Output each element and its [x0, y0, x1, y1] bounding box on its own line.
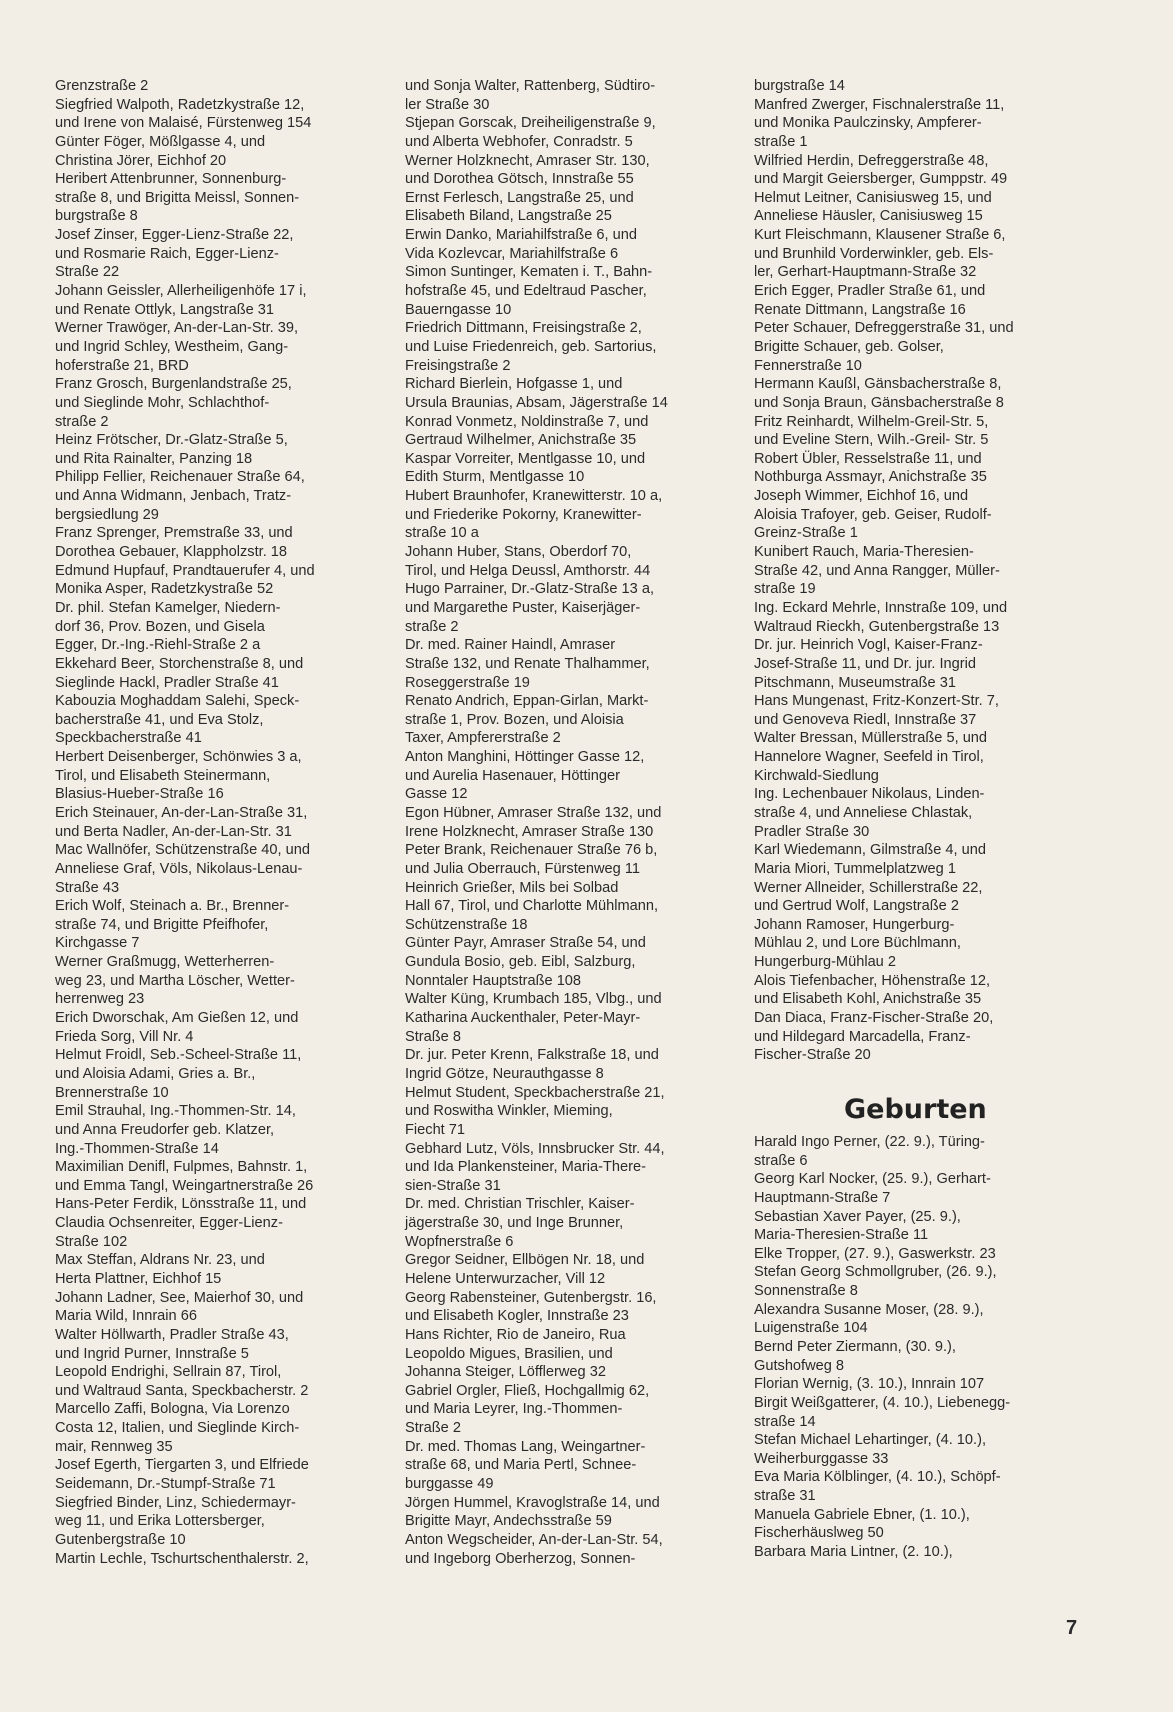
- text-line: straße 74, und Brigitte Pfeifhofer,: [55, 916, 269, 933]
- section-heading-geburten: Geburten: [844, 1093, 987, 1125]
- text-line: und Elisabeth Kohl, Anichstraße 35: [754, 991, 982, 1008]
- text-line: Anneliese Häusler, Canisiusweg 15: [754, 208, 983, 225]
- text-line: Robert Übler, Resselstraße 11, und: [754, 450, 982, 467]
- text-line: Egon Hübner, Amraser Straße 132, und: [405, 804, 662, 821]
- text-line: Johann Geissler, Allerheiligenhöfe 17 i,: [55, 283, 307, 300]
- text-line: und Sieglinde Mohr, Schlachthof-: [55, 394, 270, 411]
- text-line: Johann Huber, Stans, Oberdorf 70,: [405, 544, 632, 561]
- text-line: Johanna Steiger, Löfflerweg 32: [405, 1364, 606, 1381]
- text-line: Leopoldo Migues, Brasilien, und: [405, 1345, 613, 1362]
- text-line: Straße 22: [55, 264, 120, 281]
- text-line: Maria Miori, Tummelplatzweg 1: [754, 860, 956, 877]
- text-line: Werner Graßmugg, Wetterherren-: [55, 954, 275, 971]
- text-line: Johann Ramoser, Hungerburg-: [754, 916, 955, 933]
- text-line: Pradler Straße 30: [754, 823, 870, 840]
- text-line: Renate Dittmann, Langstraße 16: [754, 301, 966, 318]
- text-line: Ernst Ferlesch, Langstraße 25, und: [405, 189, 634, 206]
- text-line: Elisabeth Biland, Langstraße 25: [405, 208, 612, 225]
- text-line: Taxer, Ampfererstraße 2: [405, 730, 561, 747]
- text-line: hofstraße 45, und Edeltraud Pascher,: [405, 283, 647, 300]
- text-line: Mühlau 2, und Lore Büchlmann,: [754, 935, 961, 952]
- text-line: Nothburga Assmayr, Anichstraße 35: [754, 469, 987, 486]
- column-1: [55, 77, 315, 1568]
- text-line: Hannelore Wagner, Seefeld in Tirol,: [754, 749, 984, 766]
- text-line: Hans-Peter Ferdik, Lönsstraße 11, und: [55, 1196, 307, 1213]
- text-line: bergsiedlung 29: [55, 506, 159, 523]
- text-line: Straße 8: [405, 1028, 461, 1045]
- text-line: Nonntaler Hauptstraße 108: [405, 972, 582, 989]
- text-line: Freisingstraße 2: [405, 357, 511, 374]
- text-line: Hugo Parrainer, Dr.-Glatz-Straße 13 a,: [405, 581, 655, 598]
- text-line: Fischer-Straße 20: [754, 1047, 871, 1064]
- text-line: Gregor Seidner, Ellbögen Nr. 18, und: [405, 1252, 645, 1269]
- text-line: Dr. jur. Peter Krenn, Falkstraße 18, und: [405, 1047, 659, 1064]
- text-line: Georg Rabensteiner, Gutenbergstr. 16,: [405, 1289, 657, 1306]
- text-line: Erich Dworschak, Am Gießen 12, und: [55, 1010, 299, 1027]
- text-line: Helene Unterwurzacher, Vill 12: [405, 1271, 606, 1287]
- text-line: herrenweg 23: [55, 991, 145, 1008]
- text-line: und Anna Freudorfer geb. Klatzer,: [55, 1121, 275, 1138]
- text-line: Bernd Peter Ziermann, (30. 9.),: [754, 1339, 956, 1355]
- text-line: Friedrich Dittmann, Freisingstraße 2,: [405, 320, 642, 337]
- text-line: Wopfnerstraße 6: [405, 1233, 514, 1250]
- text-line: Edith Sturm, Mentlgasse 10: [405, 469, 585, 486]
- text-line: Gabriel Orgler, Fließ, Hochgallmig 62,: [405, 1382, 650, 1399]
- text-line: Fiecht 71: [405, 1121, 466, 1138]
- text-line: Edmund Hupfauf, Prandtauerufer 4, und: [55, 562, 315, 579]
- text-line: Herbert Deisenberger, Schönwies 3 a,: [55, 749, 302, 766]
- text-line: sien-Straße 31: [405, 1177, 501, 1194]
- text-line: mair, Rennweg 35: [55, 1438, 173, 1455]
- text-line: burgstraße 8: [55, 208, 138, 225]
- text-line: Kaspar Vorreiter, Mentlgasse 10, und: [405, 450, 646, 467]
- text-line: Manuela Gabriele Ebner, (1. 10.),: [754, 1506, 970, 1523]
- text-line: Anton Wegscheider, An-der-Lan-Str. 54,: [405, 1531, 663, 1548]
- text-line: Günter Payr, Amraser Straße 54, und: [405, 935, 646, 952]
- text-line: und Brunhild Vorderwinkler, geb. Els-: [754, 245, 994, 262]
- text-line: und Gertrud Wolf, Langstraße 2: [754, 898, 959, 915]
- text-line: Dr. phil. Stefan Kamelger, Niedern-: [55, 599, 281, 616]
- text-line: straße 14: [754, 1413, 816, 1430]
- text-line: Ing.-Thommen-Straße 14: [55, 1140, 219, 1157]
- text-line: bacherstraße 41, und Eva Stolz,: [55, 711, 264, 728]
- text-line: burggasse 49: [405, 1476, 494, 1493]
- text-line: Barbara Maria Lintner, (2. 10.),: [754, 1544, 953, 1561]
- column-3: [754, 77, 1014, 1562]
- text-line: Waltraud Rieckh, Gutenbergstraße 13: [754, 618, 1000, 635]
- text-line: ler, Gerhart-Hauptmann-Straße 32: [754, 264, 977, 281]
- text-line: Alois Tiefenbacher, Höhenstraße 12,: [754, 972, 991, 989]
- text-line: Dr. med. Rainer Haindl, Amraser: [405, 637, 616, 654]
- text-line: und Luise Friedenreich, geb. Sartorius,: [405, 338, 657, 355]
- text-line: und Dorothea Götsch, Innstraße 55: [405, 171, 634, 188]
- text-line: Franz Sprenger, Premstraße 33, und: [55, 525, 293, 542]
- text-line: Seidemann, Dr.-Stumpf-Straße 71: [55, 1476, 276, 1493]
- text-line: Emil Strauhal, Ing.-Thommen-Str. 14,: [55, 1103, 296, 1120]
- text-line: Walter Küng, Krumbach 185, Vlbg., und: [405, 991, 662, 1008]
- text-line: Brennerstraße 10: [55, 1084, 169, 1101]
- text-line: straße 1: [754, 133, 808, 150]
- text-line: Harald Ingo Perner, (22. 9.), Türing-: [754, 1133, 985, 1150]
- text-line: Irene Holzknecht, Amraser Straße 130: [405, 823, 654, 840]
- text-line: Helmut Froidl, Seb.-Scheel-Straße 11,: [55, 1047, 302, 1064]
- text-line: Pitschmann, Museumstraße 31: [754, 674, 956, 691]
- text-line: Karl Wiedemann, Gilmstraße 4, und: [754, 842, 986, 859]
- text-line: Brigitte Mayr, Andechsstraße 59: [405, 1513, 612, 1530]
- text-line: Dorothea Gebauer, Klappholzstr. 18: [55, 544, 288, 561]
- text-line: Johann Ladner, See, Maierhof 30, und: [55, 1289, 304, 1306]
- text-line: und Aloisia Adami, Gries a. Br.,: [55, 1065, 256, 1082]
- text-line: Hans Mungenast, Fritz-Konzert-Str. 7,: [754, 693, 999, 710]
- text-line: und Friederike Pokorny, Kranewitter-: [405, 506, 642, 523]
- text-line: Gasse 12: [405, 786, 468, 803]
- text-line: Josef-Straße 11, und Dr. jur. Ingrid: [754, 655, 976, 672]
- text-line: Kurt Fleischmann, Klausener Straße 6,: [754, 227, 1006, 244]
- text-line: Ekkehard Beer, Storchenstraße 8, und: [55, 655, 304, 672]
- text-line: Werner Holzknecht, Amraser Str. 130,: [405, 152, 650, 169]
- text-line: Straße 43: [55, 879, 120, 896]
- text-line: und Anna Widmann, Jenbach, Tratz-: [55, 488, 292, 505]
- text-line: Hubert Braunhofer, Kranewitterstr. 10 a,: [405, 488, 663, 505]
- text-line: Martin Lechle, Tschurtschenthalerstr. 2,: [55, 1550, 309, 1567]
- text-line: und Waltraud Santa, Speckbacherstr. 2: [55, 1382, 309, 1399]
- text-line: Hall 67, Tirol, und Charlotte Mühlmann,: [405, 898, 659, 915]
- text-line: Egger, Dr.-Ing.-Riehl-Straße 2 a: [55, 637, 261, 654]
- text-line: straße 8, und Brigitta Meissl, Sonnen-: [55, 189, 300, 206]
- text-line: Alexandra Susanne Moser, (28. 9.),: [754, 1301, 984, 1318]
- text-line: Frieda Sorg, Vill Nr. 4: [55, 1028, 194, 1045]
- text-line: und Margit Geiersberger, Gumppstr. 49: [754, 171, 1008, 188]
- text-line: Renato Andrich, Eppan-Girlan, Markt-: [405, 693, 649, 710]
- text-line: Grenzstraße 2: [55, 78, 149, 94]
- text-line: und Sonja Walter, Rattenberg, Südtiro-: [405, 78, 656, 94]
- text-line: Richard Bierlein, Hofgasse 1, und: [405, 376, 623, 393]
- text-line: Joseph Wimmer, Eichhof 16, und: [754, 488, 969, 505]
- text-line: und Rita Rainalter, Panzing 18: [55, 450, 253, 467]
- text-line: straße 4, und Anneliese Chlastak,: [754, 804, 973, 821]
- text-line: und Sonja Braun, Gänsbacherstraße 8: [754, 394, 1004, 411]
- text-line: Siegfried Binder, Linz, Schiedermayr-: [55, 1494, 296, 1511]
- text-line: Walter Bressan, Müllerstraße 5, und: [754, 730, 988, 747]
- text-line: Heinz Frötscher, Dr.-Glatz-Straße 5,: [55, 432, 288, 449]
- text-line: Kunibert Rauch, Maria-Theresien-: [754, 544, 974, 561]
- text-line: Anton Manghini, Höttinger Gasse 12,: [405, 749, 645, 766]
- text-line: Fritz Reinhardt, Wilhelm-Greil-Str. 5,: [754, 413, 989, 430]
- text-line: und Irene von Malaisé, Fürstenweg 154: [55, 115, 312, 132]
- text-line: Herta Plattner, Eichhof 15: [55, 1271, 222, 1287]
- text-line: Gebhard Lutz, Völs, Innsbrucker Str. 44,: [405, 1140, 665, 1157]
- text-line: Maximilian Denifl, Fulpmes, Bahnstr. 1,: [55, 1159, 308, 1176]
- text-line: Franz Grosch, Burgenlandstraße 25,: [55, 376, 292, 393]
- text-line: straße 2: [55, 413, 109, 430]
- text-line: Weiherburggasse 33: [754, 1450, 889, 1467]
- text-line: Blasius-Hueber-Straße 16: [55, 786, 224, 803]
- text-line: Gundula Bosio, geb. Eibl, Salzburg,: [405, 954, 636, 971]
- text-line: und Emma Tangl, Weingartnerstraße 26: [55, 1177, 314, 1194]
- text-line: und Alberta Webhofer, Conradstr. 5: [405, 133, 633, 150]
- text-line: Wilfried Herdin, Defreggerstraße 48,: [754, 152, 989, 169]
- text-line: Monika Asper, Radetzkystraße 52: [55, 581, 274, 598]
- text-line: Jörgen Hummel, Kravoglstraße 14, und: [405, 1494, 660, 1511]
- text-line: straße 68, und Maria Pertl, Schnee-: [405, 1457, 637, 1474]
- text-line: Hungerburg-Mühlau 2: [754, 954, 896, 971]
- text-line: Anneliese Graf, Völs, Nikolaus-Lenau-: [55, 860, 303, 877]
- text-line: und Eveline Stern, Wilh.-Greil- Str. 5: [754, 432, 989, 449]
- text-line: Gutshofweg 8: [754, 1357, 845, 1374]
- text-line: Sieglinde Hackl, Pradler Straße 41: [55, 674, 279, 691]
- text-line: Ursula Braunias, Absam, Jägerstraße 14: [405, 394, 668, 411]
- text-line: Walter Höllwarth, Pradler Straße 43,: [55, 1326, 289, 1343]
- text-line: Gertraud Wilhelmer, Anichstraße 35: [405, 432, 637, 449]
- text-line: Josef Egerth, Tiergarten 3, und Elfriede: [55, 1457, 309, 1474]
- text-line: Peter Schauer, Defreggerstraße 31, und: [754, 320, 1014, 337]
- marriages-continued: [754, 77, 1014, 1065]
- text-line: Helmut Student, Speckbacherstraße 21,: [405, 1084, 665, 1101]
- text-line: Georg Karl Nocker, (25. 9.), Gerhart-: [754, 1171, 991, 1188]
- text-line: Heribert Attenbrunner, Sonnenburg-: [55, 171, 287, 188]
- text-line: Günter Föger, Mößlgasse 4, und: [55, 133, 266, 150]
- text-line: Sebastian Xaver Payer, (25. 9.),: [754, 1208, 961, 1225]
- text-line: Bauerngasse 10: [405, 301, 512, 318]
- text-line: Dr. med. Thomas Lang, Weingartner-: [405, 1438, 646, 1455]
- text-line: straße 2: [405, 618, 459, 635]
- text-line: Vida Kozlevcar, Mariahilfstraße 6: [405, 245, 619, 262]
- text-line: Maria Wild, Innrain 66: [55, 1308, 197, 1325]
- text-line: Hauptmann-Straße 7: [754, 1189, 891, 1206]
- text-line: Helmut Leitner, Canisiusweg 15, und: [754, 189, 992, 206]
- text-line: Kirchwald-Siedlung: [754, 767, 879, 784]
- text-line: Fennerstraße 10: [754, 357, 862, 374]
- text-line: Dan Diaca, Franz-Fischer-Straße 20,: [754, 1010, 994, 1027]
- text-line: und Roswitha Winkler, Mieming,: [405, 1103, 613, 1120]
- text-line: und Julia Oberrauch, Fürstenweg 11: [405, 860, 640, 877]
- text-line: Tirol, und Helga Deussl, Amthorstr. 44: [405, 562, 651, 579]
- text-line: Philipp Fellier, Reichenauer Straße 64,: [55, 469, 305, 486]
- text-line: und Margarethe Puster, Kaiserjäger-: [405, 599, 641, 616]
- text-line: und Aurelia Hasenauer, Höttinger: [405, 767, 620, 784]
- text-line: Greinz-Straße 1: [754, 525, 858, 542]
- text-line: Hermann Kaußl, Gänsbacherstraße 8,: [754, 376, 1002, 393]
- text-line: Manfred Zwerger, Fischnalerstraße 11,: [754, 96, 1005, 113]
- text-line: Kirchgasse 7: [55, 935, 140, 952]
- text-line: Aloisia Trafoyer, geb. Geiser, Rudolf-: [754, 506, 992, 523]
- text-line: Heinrich Grießer, Mils bei Solbad: [405, 879, 619, 896]
- text-line: Marcello Zaffi, Bologna, Via Lorenzo: [55, 1401, 290, 1418]
- births-list: [754, 1133, 1014, 1562]
- text-line: Straße 132, und Renate Thalhammer,: [405, 655, 650, 672]
- page-number: 7: [1066, 1617, 1078, 1639]
- text-line: Hans Richter, Rio de Janeiro, Rua: [405, 1326, 626, 1343]
- text-line: Erich Wolf, Steinach a. Br., Brenner-: [55, 898, 290, 915]
- text-line: Gutenbergstraße 10: [55, 1531, 186, 1548]
- text-line: und Ingeborg Oberherzog, Sonnen-: [405, 1550, 636, 1567]
- text-line: Siegfried Walpoth, Radetzkystraße 12,: [55, 96, 305, 113]
- text-line: Ing. Eckard Mehrle, Innstraße 109, und: [754, 599, 1008, 616]
- text-line: und Ida Plankensteiner, Maria-There-: [405, 1159, 646, 1176]
- text-line: und Ingrid Schley, Westheim, Gang-: [55, 338, 289, 355]
- text-line: straße 1, Prov. Bozen, und Aloisia: [405, 711, 624, 728]
- text-line: und Maria Leyrer, Ing.-Thommen-: [405, 1401, 623, 1418]
- text-line: burgstraße 14: [754, 78, 845, 94]
- text-line: weg 11, und Erika Lottersberger,: [55, 1513, 265, 1530]
- text-line: Christina Jörer, Eichhof 20: [55, 152, 227, 169]
- text-line: Dr. med. Christian Trischler, Kaiser-: [405, 1196, 635, 1213]
- text-line: Mac Wallnöfer, Schützenstraße 40, und: [55, 842, 310, 859]
- text-line: straße 6: [754, 1152, 808, 1169]
- text-line: Birgit Weißgatterer, (4. 10.), Liebenegg-: [754, 1394, 1011, 1411]
- text-line: Ingrid Götze, Neurauthgasse 8: [405, 1065, 604, 1082]
- text-line: und Genoveva Riedl, Innstraße 37: [754, 711, 977, 728]
- text-line: Schützenstraße 18: [405, 916, 528, 933]
- text-line: Katharina Auckenthaler, Peter-Mayr-: [405, 1010, 641, 1027]
- column-2: [405, 77, 668, 1568]
- text-line: Costa 12, Italien, und Sieglinde Kirch-: [55, 1420, 300, 1437]
- text-line: und Hildegard Marcadella, Franz-: [754, 1028, 971, 1045]
- text-line: und Rosmarie Raich, Egger-Lienz-: [55, 245, 279, 262]
- text-line: hoferstraße 21, BRD: [55, 357, 189, 374]
- text-line: und Ingrid Purner, Innstraße 5: [55, 1345, 249, 1362]
- text-line: straße 10 a: [405, 525, 479, 542]
- text-line: Brigitte Schauer, geb. Golser,: [754, 338, 944, 355]
- text-line: und Elisabeth Kogler, Innstraße 23: [405, 1308, 629, 1325]
- text-line: Erich Steinauer, An-der-Lan-Straße 31,: [55, 804, 308, 821]
- text-line: Simon Suntinger, Kematen i. T., Bahn-: [405, 264, 653, 281]
- text-line: Stefan Michael Lehartinger, (4. 10.),: [754, 1432, 987, 1449]
- text-line: und Monika Paulczinsky, Ampferer-: [754, 115, 982, 132]
- text-line: Sonnenstraße 8: [754, 1283, 858, 1300]
- text-line: Kabouzia Moghaddam Salehi, Speck-: [55, 693, 300, 710]
- text-line: weg 23, und Martha Löscher, Wetter-: [55, 972, 295, 989]
- text-line: Straße 102: [55, 1233, 128, 1250]
- text-line: Claudia Ochsenreiter, Egger-Lienz-: [55, 1215, 283, 1232]
- text-line: Werner Trawöger, An-der-Lan-Str. 39,: [55, 320, 299, 337]
- text-line: Stjepan Gorscak, Dreiheiligenstraße 9,: [405, 115, 656, 132]
- text-line: und Berta Nadler, An-der-Lan-Str. 31: [55, 823, 292, 840]
- text-line: Erwin Danko, Mariahilfstraße 6, und: [405, 227, 637, 244]
- text-line: Tirol, und Elisabeth Steinermann,: [55, 767, 271, 784]
- text-line: jägerstraße 30, und Inge Brunner,: [405, 1215, 624, 1232]
- text-line: straße 19: [754, 581, 816, 598]
- text-line: Florian Wernig, (3. 10.), Innrain 107: [754, 1376, 985, 1393]
- text-line: Erich Egger, Pradler Straße 61, und: [754, 283, 986, 300]
- text-line: dorf 36, Prov. Bozen, und Gisela: [55, 618, 265, 635]
- text-line: Speckbacherstraße 41: [55, 730, 202, 747]
- text-line: Konrad Vonmetz, Noldinstraße 7, und: [405, 413, 649, 430]
- text-line: Maria-Theresien-Straße 11: [754, 1227, 929, 1244]
- text-line: Dr. jur. Heinrich Vogl, Kaiser-Franz-: [754, 637, 983, 654]
- text-line: straße 31: [754, 1488, 816, 1505]
- text-line: Roseggerstraße 19: [405, 674, 530, 691]
- text-line: Eva Maria Kölblinger, (4. 10.), Schöpf-: [754, 1469, 1001, 1486]
- text-line: ler Straße 30: [405, 96, 490, 113]
- text-line: Stefan Georg Schmollgruber, (26. 9.),: [754, 1264, 997, 1281]
- text-line: Max Steffan, Aldrans Nr. 23, und: [55, 1252, 265, 1269]
- text-line: Straße 2: [405, 1420, 461, 1437]
- text-line: Straße 42, und Anna Rangger, Müller-: [754, 562, 1000, 579]
- text-line: Luigenstraße 104: [754, 1320, 868, 1337]
- text-line: und Renate Ottlyk, Langstraße 31: [55, 301, 275, 318]
- text-line: Leopold Endrighi, Sellrain 87, Tirol,: [55, 1364, 282, 1381]
- text-line: Peter Brank, Reichenauer Straße 76 b,: [405, 842, 658, 859]
- text-line: Ing. Lechenbauer Nikolaus, Linden-: [754, 786, 985, 803]
- text-line: Werner Allneider, Schillerstraße 22,: [754, 879, 983, 896]
- text-line: Elke Tropper, (27. 9.), Gaswerkstr. 23: [754, 1245, 996, 1262]
- text-line: Fischerhäuslweg 50: [754, 1525, 884, 1542]
- text-line: Josef Zinser, Egger-Lienz-Straße 22,: [55, 227, 294, 244]
